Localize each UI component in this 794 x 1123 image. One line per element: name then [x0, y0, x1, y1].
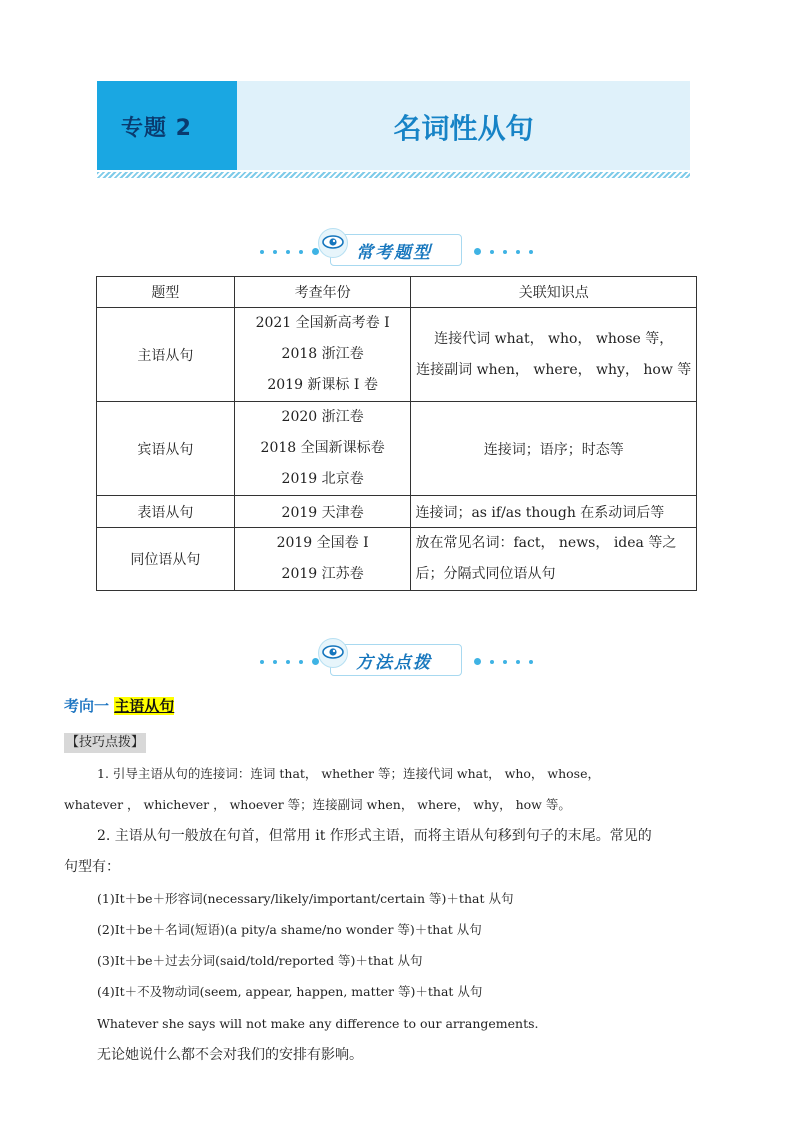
year-item: 2018 全国新课标卷: [260, 440, 385, 456]
pattern-1: (1)It＋be＋形容词(necessary/likely/important/certain 等)＋that 从句: [97, 891, 514, 906]
section-tag: [330, 644, 462, 676]
heading-topic: 主语从句: [114, 697, 175, 715]
topic-banner: [97, 81, 690, 170]
decor-dots-right: [474, 658, 533, 665]
col-header-points: 关联知识点: [411, 277, 697, 308]
topic-title-box: [237, 81, 690, 170]
row-type: 同位语从句: [97, 528, 235, 591]
section-header-common-types: [250, 226, 544, 276]
paragraph-2-line-1: 2. 主语从句一般放在句首，但常用 it 作形式主语，而将主语从句移到句子的末尾。常见的: [97, 828, 652, 844]
pattern-4: (4)It＋不及物动词(seem, appear, happen, matter 等)＋that 从句: [97, 984, 483, 999]
row-points: [411, 528, 697, 591]
topic-title: 名词性从句: [393, 112, 534, 145]
paragraph-2-line-2: 句型有：: [64, 859, 120, 875]
row-years: [234, 308, 411, 402]
example-english: Whatever she says will not make any difference to our arrangements.: [97, 1016, 539, 1031]
year-item: 2021 全国新高考卷 I: [255, 315, 390, 331]
exam-types-table: [96, 276, 697, 591]
topic-heading: [64, 696, 174, 716]
section-tag: [330, 234, 462, 266]
year-item: 2019 新课标 I 卷: [267, 377, 378, 393]
decor-dots-left: [260, 248, 319, 255]
example-chinese: 无论她说什么都不会对我们的安排有影响。: [97, 1047, 363, 1063]
row-type: 主语从句: [97, 308, 235, 402]
row-years: [234, 528, 411, 591]
year-item: 2019 江苏卷: [281, 566, 364, 582]
year-item: 2019 全国卷 I: [276, 535, 369, 551]
topic-number-box: [97, 81, 237, 170]
row-points: [411, 308, 697, 402]
eye-icon: [318, 228, 348, 258]
paragraph-1-line-1: 1. 引导主语从句的连接词：连词 that， whether 等；连接代词 what， who， whose，: [97, 766, 600, 781]
paragraph-1-line-2: whatever ， whichever ， whoever 等；连接副词 when， where， why， how 等。: [64, 797, 571, 812]
table-row: [97, 402, 697, 496]
point-item: 连接代词 what， who， whose 等，: [434, 330, 674, 347]
heading-prefix: 考向一: [64, 697, 110, 715]
section-header-method: [250, 636, 544, 686]
point-item: 放在常见名词：fact， news， idea 等之: [415, 535, 677, 551]
decor-dots-right: [474, 248, 533, 255]
pattern-2: (2)It＋be＋名词(短语)(a pity/a shame/no wonder 等)＋that 从句: [97, 922, 482, 937]
row-points: 连接词；语序；时态等: [411, 402, 697, 496]
col-header-type: 题型: [97, 277, 235, 308]
section-title: 方法点拨: [356, 653, 432, 673]
banner-divider: [97, 172, 690, 178]
row-years: 2019 天津卷: [234, 496, 411, 528]
eye-icon: [318, 638, 348, 668]
col-header-year: 考查年份: [234, 277, 411, 308]
year-item: 2020 浙江卷: [281, 409, 364, 425]
point-item: 连接副词 when， where， why， how 等: [416, 361, 692, 378]
year-item: 2019 北京卷: [281, 471, 364, 487]
decor-dots-left: [260, 658, 319, 665]
row-years: [234, 402, 411, 496]
row-type: 宾语从句: [97, 402, 235, 496]
year-item: 2018 浙江卷: [281, 346, 364, 362]
table-row: [97, 496, 697, 528]
table-row: [97, 308, 697, 402]
pattern-3: (3)It＋be＋过去分词(said/told/reported 等)＋that 从句: [97, 953, 423, 968]
point-item: 后；分隔式同位语从句: [415, 566, 556, 582]
topic-number: 专题 2: [121, 116, 192, 141]
skill-tag: 【技巧点拨】: [64, 733, 146, 753]
row-points: 连接词；as if/as though 在系动词后等: [411, 496, 697, 528]
section-title: 常考题型: [356, 243, 432, 263]
row-type: 表语从句: [97, 496, 235, 528]
table-row: [97, 528, 697, 591]
table-header-row: [97, 277, 697, 308]
